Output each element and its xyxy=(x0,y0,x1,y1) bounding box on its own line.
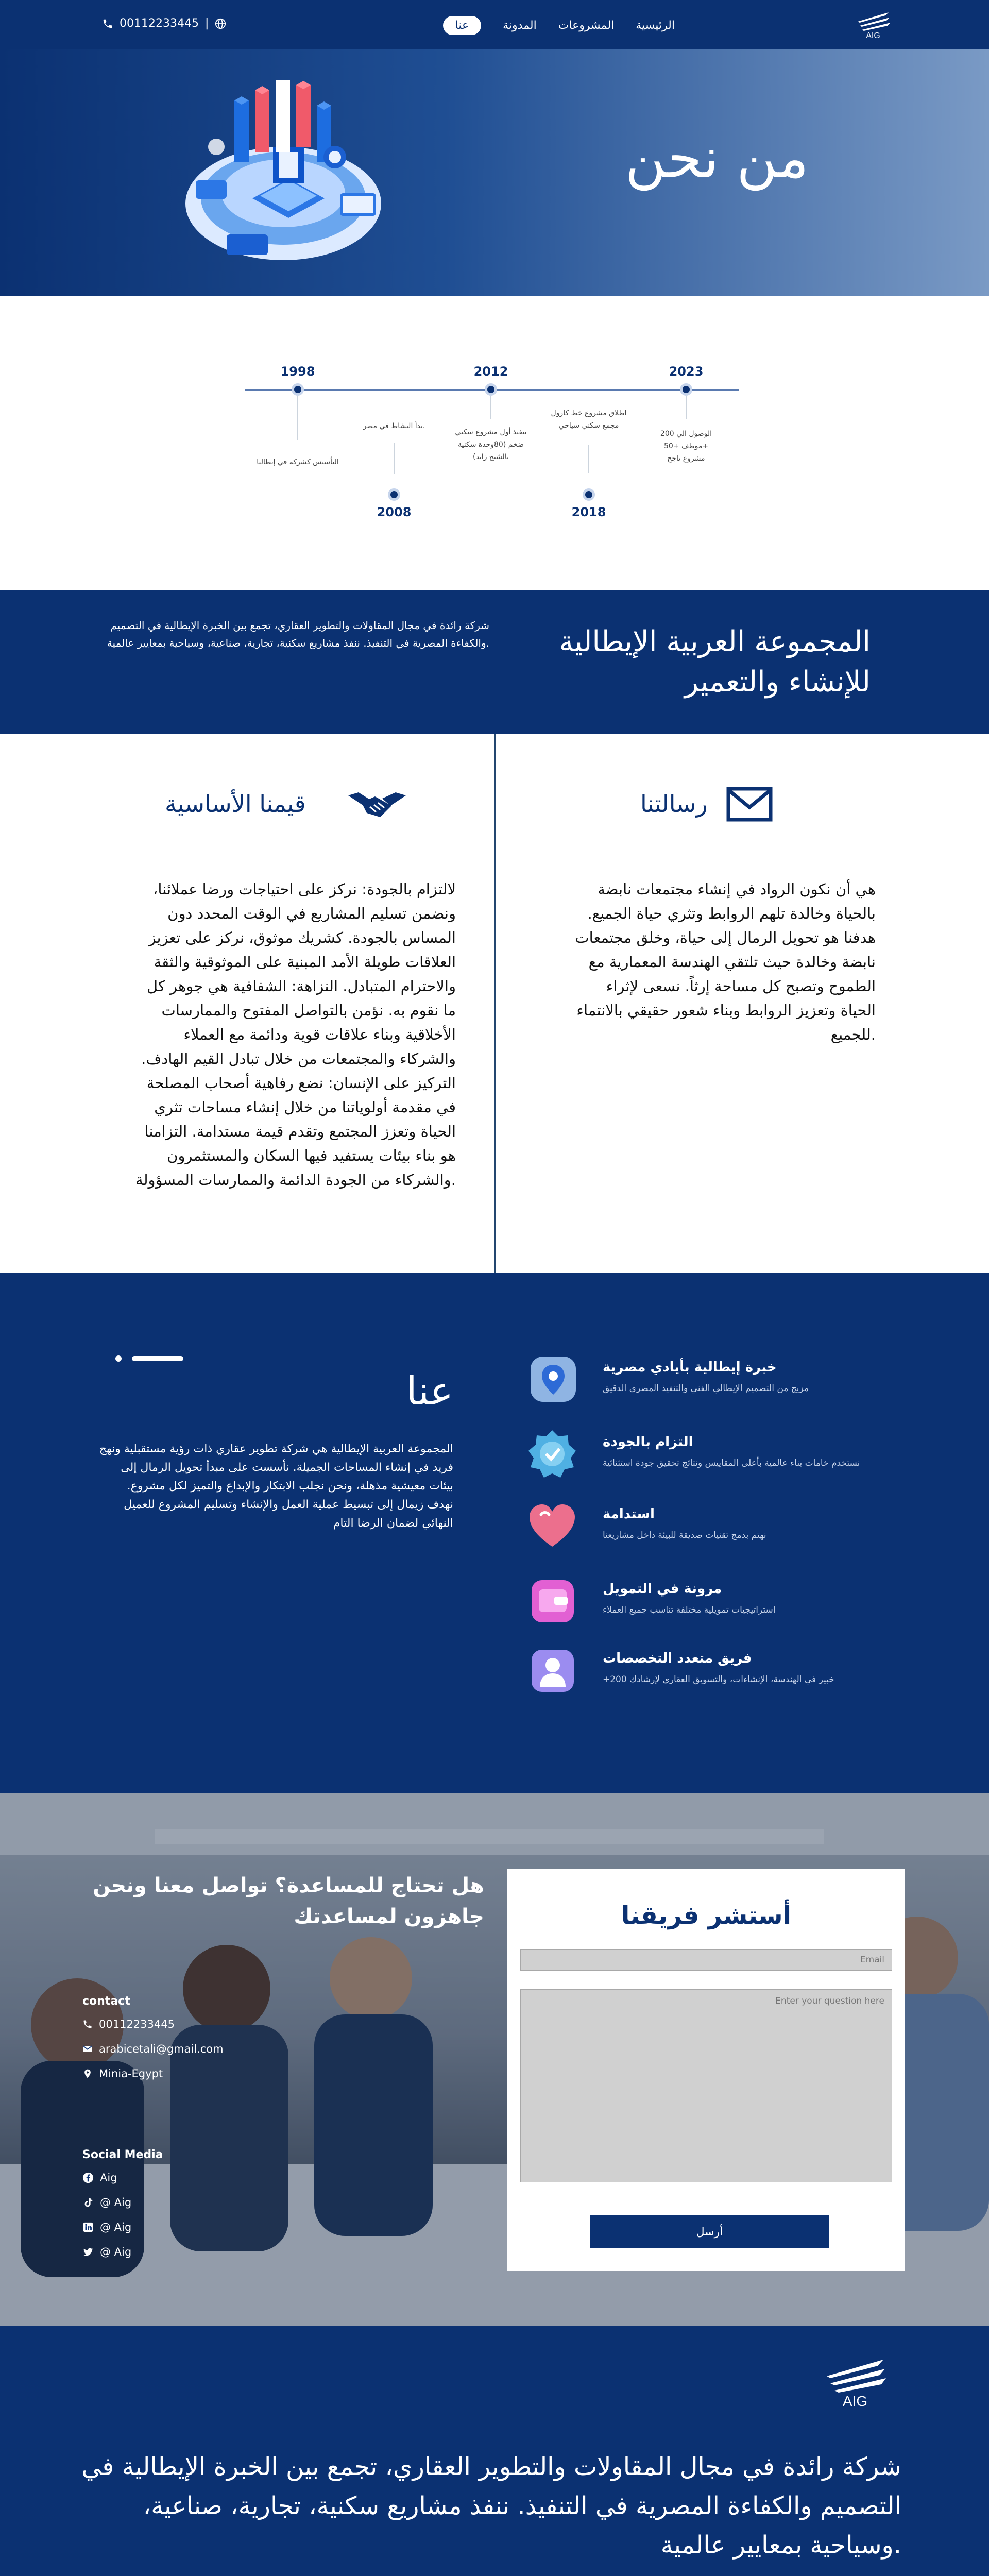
contact-heading: هل تحتاج للمساعدة؟ تواصل معنا ونحن جاهزون لمساعدتك xyxy=(93,1874,484,1928)
aig-logo[interactable] xyxy=(819,2349,891,2409)
svg-text:AIG: AIG xyxy=(866,31,880,39)
feature-title: مرونة في التمويل xyxy=(603,1581,722,1597)
mission-title: رسالتنا xyxy=(640,790,708,818)
timeline-dot xyxy=(680,383,692,396)
feature-item xyxy=(525,1499,886,1556)
values-text: لالتزام بالجودة: نركز على احتياجات ورضا عملائنا، ونضمن تسليم المشاريع في الوقت المحدد دون المساس بالجودة. كشريك موثوق، نركز على تعزيز العلاقات طويلة الأمد المبنية على الموثوقية والثقة والاحترام المتبادل. النزاهة: الشفافية هي جوهر كل ما نقوم به. نؤمن بالتواصل المفتوح والممارسات الأخلاقية وبناء علاقات قوية ودائمة مع العملاء والشركاء والمجتمعات من خلال تبادل القيم الهادف. التركيز على الإنسان: نضع رفاهية أصحاب المصلحة في مقدمة أولوياتنا من خلال إنشاء مساحات تثري الحياة وتعزز المجتمع وتقدم قيمة مستدامة. التزامنا هو بناء بيئات يستفيد فيها السكان والمستثمرون والشركاء من الجودة الدائمة والممارسات المسؤولة. xyxy=(135,880,456,1189)
contact-email[interactable]: arabicetali@gmail.com xyxy=(99,2043,224,2055)
header-phone[interactable]: 00112233445 xyxy=(120,17,199,30)
social-label: @ Aig xyxy=(100,2221,132,2233)
timeline-text: تنفيذ أول مشروع سكني ضخم (80وحدة سكنية بالشيخ زايد) xyxy=(455,428,527,461)
feature-title: فريق متعدد التخصصات xyxy=(603,1651,752,1666)
social-block-title: Social Media xyxy=(82,2148,163,2161)
timeline-text: بدأ النشاط في مصر. xyxy=(363,422,425,430)
feature-item xyxy=(525,1574,886,1631)
nav-blog[interactable]: المدونة xyxy=(503,19,537,32)
group-description: شركة رائدة في مجال المقاولات والتطوير العقاري، تجمع بين الخبرة الإيطالية في التصميم والكفاءة المصرية في التنفيذ. ننفذ مشاريع سكنية، تجارية، صناعية، وسياحية بمعايير عالمية. xyxy=(107,619,489,649)
contact-phone-row xyxy=(82,2018,175,2030)
about-description: المجموعة العربية الإيطالية هي شركة تطوير عقاري ذات رؤية مستقبلية ونهج فريد في إنشاء المساحات الجميلة. نأسست على مبدأ تحويل الرمال إلى بيئات معيشية مذهلة، ونحن نجلب الابتكار والإبداع والتميز لكل مشروع. نهدف زيمال إلى تبسيط عملية العمل والإنشاء وتسليم المشروع للعميل النهائي لضمان الرضا التام xyxy=(99,1443,453,1530)
carousel-indicator[interactable] xyxy=(113,1355,185,1362)
social-row-facebook[interactable] xyxy=(82,2172,117,2184)
social-row-tiktok[interactable] xyxy=(82,2196,131,2209)
contact-block-title: contact xyxy=(82,1995,130,2008)
feature-desc: نستخدم خامات بناء عالمية بأعلى المقاييس ونتائج تحقيق جودة استثنائية xyxy=(603,1458,860,1468)
team-icon xyxy=(525,1643,579,1698)
hero-title: من نحن xyxy=(625,126,809,191)
contact-phone[interactable]: 00112233445 xyxy=(99,2018,175,2030)
feature-desc: مزيج من التصميم الإيطالي الفني والتنفيذ المصري الدقيق xyxy=(603,1383,809,1394)
feature-item xyxy=(525,1643,886,1700)
facebook-icon xyxy=(82,2172,94,2183)
form-email-input[interactable] xyxy=(520,1949,892,1971)
nav-home[interactable]: الرئيسية xyxy=(636,19,675,32)
contact-section xyxy=(0,1793,989,2326)
timeline-year: 1998 xyxy=(280,364,315,379)
heart-icon xyxy=(525,1499,579,1553)
wallet-icon xyxy=(525,1574,579,1628)
main-nav xyxy=(407,14,675,37)
feature-item xyxy=(525,1352,886,1409)
timeline-dot xyxy=(583,488,595,501)
timeline-stem xyxy=(394,443,395,474)
mail-icon xyxy=(82,2044,93,2054)
feature-desc: +200 خبير في الهندسة، الإنشاءات، والتسويق العقاري لإرشادك xyxy=(603,1674,834,1685)
social-label: @ Aig xyxy=(100,2246,132,2258)
timeline-text: التأسيس كشركة في إيطاليا xyxy=(257,458,339,466)
social-label: @ Aig xyxy=(100,2196,132,2209)
group-intro-band xyxy=(0,590,989,734)
values-title: قيمنا الأساسية xyxy=(165,790,306,818)
quality-badge-icon xyxy=(525,1427,579,1481)
timeline-text: الوصول الي 200 +موظف +50 مشروع ناجح xyxy=(660,430,712,463)
feature-title: التزام بالجودة xyxy=(603,1434,693,1450)
timeline-year: 2008 xyxy=(377,505,412,519)
tiktok-icon xyxy=(82,2197,94,2208)
contact-location-row xyxy=(82,2067,163,2080)
timeline-dot xyxy=(292,383,304,396)
timeline-text: اطلاق مشروع خط كارول مجمع سكني سياحي xyxy=(551,409,627,430)
mission-values-section xyxy=(0,734,989,1273)
contact-email-row xyxy=(82,2043,224,2055)
form-title: أستشر فريقنا xyxy=(621,1901,792,1930)
header-contact xyxy=(102,17,226,30)
nav-projects[interactable]: المشروعات xyxy=(558,19,615,32)
contact-location: Minia-Egypt xyxy=(99,2067,163,2080)
header-separator: | xyxy=(204,17,209,30)
form-question-textarea[interactable] xyxy=(520,1989,892,2182)
vertical-divider xyxy=(494,734,496,1273)
form-submit-button[interactable]: أرسل xyxy=(590,2215,829,2248)
footer-description: شركة رائدة في مجال المقاولات والتطوير العقاري، تجمع بين الخبرة الإيطالية في التصميم والكفاءة المصرية في التنفيذ. ننفذ مشاريع سكنية، تجارية، صناعية، وسياحية بمعايير عالمية. xyxy=(81,2452,901,2560)
twitter-icon xyxy=(82,2246,94,2258)
phone-icon xyxy=(82,2019,93,2029)
about-title: عنا xyxy=(406,1368,453,1414)
social-label: Aig xyxy=(100,2172,117,2184)
linkedin-icon xyxy=(82,2222,94,2233)
top-navbar xyxy=(0,0,989,49)
hero-banner xyxy=(0,49,989,296)
timeline-dot xyxy=(485,383,497,396)
location-pin-icon xyxy=(82,2069,93,2079)
timeline-year: 2012 xyxy=(473,364,508,379)
timeline-dot xyxy=(388,488,400,501)
feature-desc: نهتم بدمج تقنيات صديقة للبيئة داخل مشاريعنا xyxy=(603,1530,766,1540)
mission-text: هي أن نكون الرواد في إنشاء مجتمعات نابضة بالحياة وخالدة تلهم الروابط وتثري حياة الجميع. هدفنا هو تحويل الرمال إلى حياة، وخلق مجتمعات نابضة وخالدة حيث تلتقي الهندسة المعمارية مع الطموح وتصبح كل مساحة إرثاً. نسعى لإثراء الحياة وتعزيز الروابط وبناء شعور حقيقي بالانتماء للجميع. xyxy=(575,880,876,1043)
nav-about[interactable]: عنا xyxy=(443,16,481,35)
about-section xyxy=(0,1273,989,1793)
consult-form xyxy=(507,1869,905,2271)
location-pin-icon xyxy=(525,1352,579,1406)
timeline-stem xyxy=(686,396,687,419)
phone-icon xyxy=(102,18,113,29)
social-row-twitter[interactable] xyxy=(82,2246,131,2258)
company-timeline xyxy=(0,296,989,590)
feature-item xyxy=(525,1427,886,1484)
timeline-year: 2018 xyxy=(571,505,606,519)
group-title: المجموعة العربية الإيطالية للإنشاء والتعمير xyxy=(559,625,871,699)
handshake-icon xyxy=(346,788,408,821)
isometric-dashboard-illustration xyxy=(170,70,397,276)
feature-title: استدامة xyxy=(603,1506,655,1522)
social-row-linkedin[interactable] xyxy=(82,2221,131,2233)
svg-text:AIG: AIG xyxy=(842,2393,868,2409)
globe-icon[interactable] xyxy=(215,18,226,29)
envelope-icon xyxy=(726,787,773,822)
timeline-year: 2023 xyxy=(669,364,704,379)
aig-logo[interactable] xyxy=(852,7,894,39)
feature-desc: استراتيجيات تمويلية مختلفة تناسب جميع العملاء xyxy=(603,1605,776,1615)
site-footer xyxy=(0,2326,989,2576)
feature-title: خبرة إيطالية بأيادي مصرية xyxy=(603,1360,777,1375)
